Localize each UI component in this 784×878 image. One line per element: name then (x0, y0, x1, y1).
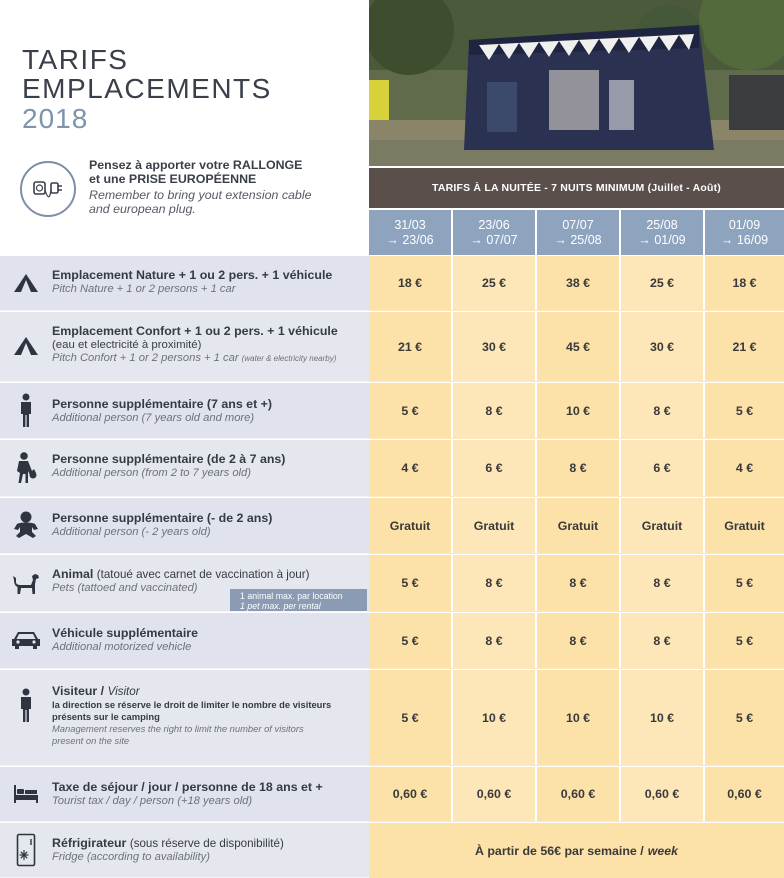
price-cell: 6 € (621, 440, 703, 496)
price-cell: 21 € (369, 312, 451, 381)
rate-band: TARIFS À LA NUITÉE - 7 NUITS MINIMUM (Juillet - Août) (369, 168, 784, 208)
table-row (0, 613, 369, 669)
price-cell: 0,60 € (369, 767, 451, 821)
price-cell: 8 € (453, 613, 535, 668)
period-from: 31/03 (394, 218, 426, 232)
row-label (52, 567, 364, 582)
fridge-price-unit: week (647, 843, 679, 858)
row-label: Personne supplémentaire (- de 2 ans) (52, 511, 273, 525)
period-to: → 23/06 (386, 233, 434, 247)
bed-icon (11, 783, 41, 805)
period-to: → 25/08 (554, 233, 602, 247)
price-cell: Gratuit (537, 498, 619, 553)
price-cell: 18 € (369, 256, 451, 310)
row-label-en-text: Pitch Confort + 1 or 2 persons + 1 car (52, 352, 239, 364)
price-cell: 4 € (705, 440, 784, 496)
price-cell: 25 € (621, 256, 703, 310)
period-from: 07/07 (562, 218, 594, 232)
price-cell: 21 € (705, 312, 784, 381)
price-cell: 8 € (537, 613, 619, 668)
price-cell: 6 € (453, 440, 535, 496)
tent-icon (11, 334, 41, 358)
row-label: Personne supplémentaire (7 ans et +) (52, 397, 273, 411)
table-row (0, 498, 369, 554)
table-row (0, 670, 369, 766)
price-cell: 45 € (537, 312, 619, 381)
title-year: 2018 (22, 103, 89, 134)
price-cell: 10 € (537, 670, 619, 765)
row-label-en: Additional person (7 years old and more) (52, 412, 255, 424)
plug-icon (20, 161, 76, 217)
table-row (0, 440, 369, 497)
dog-icon (11, 570, 41, 596)
price-cell: 5 € (705, 613, 784, 668)
pet-limit-note-fr: 1 animal max. par location (240, 591, 343, 601)
visitor-rule-en-1: Management reserves the right to limit the number of visitors (52, 723, 304, 734)
price-cell: 5 € (705, 670, 784, 765)
page-title (22, 45, 362, 135)
period-from: 23/06 (478, 218, 510, 232)
price-row (369, 383, 784, 439)
price-row (369, 312, 784, 382)
period-header (453, 210, 535, 255)
price-cell: 25 € (453, 256, 535, 310)
price-cell: 38 € (537, 256, 619, 310)
table-row (0, 256, 369, 311)
title-line-1: TARIFS (22, 44, 129, 75)
row-label-en: Pets (tattoed and vaccinated) (52, 582, 198, 594)
price-cell: 10 € (537, 383, 619, 438)
row-label-main: Visiteur / (52, 684, 105, 698)
row-label-main: Animal (52, 567, 94, 581)
price-cell: 8 € (453, 555, 535, 611)
plug-en-line2: and european plug. (89, 202, 196, 216)
pet-limit-note (230, 589, 367, 611)
price-cell: 5 € (705, 555, 784, 611)
price-cell: 5 € (369, 613, 451, 668)
plug-fr-line2: et une PRISE EUROPÉENNE (89, 172, 257, 186)
visitor-icon (11, 688, 41, 724)
visitor-rule-fr-1: la direction se réserve le droit de limiter le nombre de visiteurs (52, 699, 332, 710)
price-cell: 8 € (453, 383, 535, 438)
row-label-en-note: (water & electricity nearby) (241, 354, 337, 363)
price-cell: 5 € (369, 383, 451, 438)
price-cell: 0,60 € (705, 767, 784, 821)
row-label: Emplacement Confort + 1 ou 2 pers. + 1 véhicule (52, 324, 338, 338)
row-label-en: Tourist tax / day / person (+18 years old) (52, 795, 253, 807)
period-header (369, 210, 451, 255)
baby-icon (11, 510, 41, 540)
price-row (369, 613, 784, 669)
fridge-price-text: À partir de 56€ par semaine / (474, 843, 644, 858)
price-cell: 5 € (705, 383, 784, 438)
period-from: 01/09 (728, 218, 761, 232)
price-row (369, 256, 784, 311)
row-label-en: Pitch Nature + 1 or 2 persons + 1 car (52, 283, 236, 295)
row-label: Taxe de séjour / jour / personne de 18 ans et + (52, 780, 323, 794)
price-row (369, 767, 784, 822)
price-cell: 8 € (621, 555, 703, 611)
price-cell: Gratuit (453, 498, 535, 553)
price-row (369, 555, 784, 612)
price-cell: 0,60 € (537, 767, 619, 821)
row-label-en: Additional person (from 2 to 7 years old) (52, 467, 251, 479)
tent-icon (11, 271, 41, 295)
row-label-detail: (sous réserve de disponibilité) (129, 837, 284, 850)
price-cell: 8 € (537, 555, 619, 611)
period-to: → 07/07 (470, 233, 518, 247)
fridge-icon (11, 833, 41, 867)
table-row (0, 823, 369, 878)
period-to: → 01/09 (638, 233, 686, 247)
row-label: Personne supplémentaire (de 2 à 7 ans) (52, 452, 286, 466)
period-header (705, 210, 784, 255)
price-cell: 30 € (621, 312, 703, 381)
visitor-rule-en-2: present on the site (52, 735, 130, 746)
price-row (369, 440, 784, 497)
row-label: Véhicule supplémentaire (52, 626, 198, 640)
row-label: Emplacement Nature + 1 ou 2 pers. + 1 véhicule (52, 268, 333, 282)
price-cell: 0,60 € (453, 767, 535, 821)
row-label-en: Additional motorized vehicle (52, 641, 192, 653)
table-row (0, 767, 369, 822)
row-label-en-inline: Visitor (107, 685, 140, 698)
row-label-en (52, 352, 364, 365)
child-icon (11, 451, 41, 485)
price-cell: 8 € (621, 383, 703, 438)
period-to: → 16/09 (720, 233, 769, 247)
plug-fr-line1: Pensez à apporter votre RALLONGE (89, 158, 303, 172)
campsite-photo (369, 0, 784, 166)
price-cell: 10 € (621, 670, 703, 765)
plug-en-line1: Remember to bring yout extension cable (89, 188, 312, 202)
price-cell: 10 € (453, 670, 535, 765)
car-icon (11, 629, 41, 651)
price-cell: 18 € (705, 256, 784, 310)
row-label-en: Additional person (- 2 years old) (52, 526, 211, 538)
price-cell: 8 € (537, 440, 619, 496)
pet-limit-note-en: 1 pet max. per rental (240, 601, 321, 611)
adult-icon (11, 393, 41, 429)
fridge-price (369, 823, 784, 878)
visitor-rule-fr-2: présents sur le camping (52, 711, 160, 722)
row-label-main: Réfrigirateur (52, 836, 127, 850)
price-cell: 5 € (369, 670, 451, 765)
title-line-2: EMPLACEMENTS (22, 73, 272, 104)
row-label-en: Fridge (according to availability) (52, 851, 210, 863)
table-row (0, 312, 369, 382)
price-cell: 5 € (369, 555, 451, 611)
price-cell: 8 € (621, 613, 703, 668)
price-cell: Gratuit (369, 498, 451, 553)
price-cell: Gratuit (621, 498, 703, 553)
table-row (0, 383, 369, 439)
row-label (52, 684, 364, 699)
price-cell: 4 € (369, 440, 451, 496)
price-cell: Gratuit (705, 498, 784, 553)
row-label-detail: (tatoué avec carnet de vaccination à jour) (96, 568, 310, 581)
price-row (369, 670, 784, 766)
row-label (52, 836, 364, 851)
period-from: 25/08 (646, 218, 678, 232)
period-header (621, 210, 703, 255)
price-cell: 0,60 € (621, 767, 703, 821)
price-row (369, 498, 784, 554)
price-cell: 30 € (453, 312, 535, 381)
period-header (537, 210, 619, 255)
row-sublabel: (eau et electricité à proximité) (52, 339, 202, 351)
